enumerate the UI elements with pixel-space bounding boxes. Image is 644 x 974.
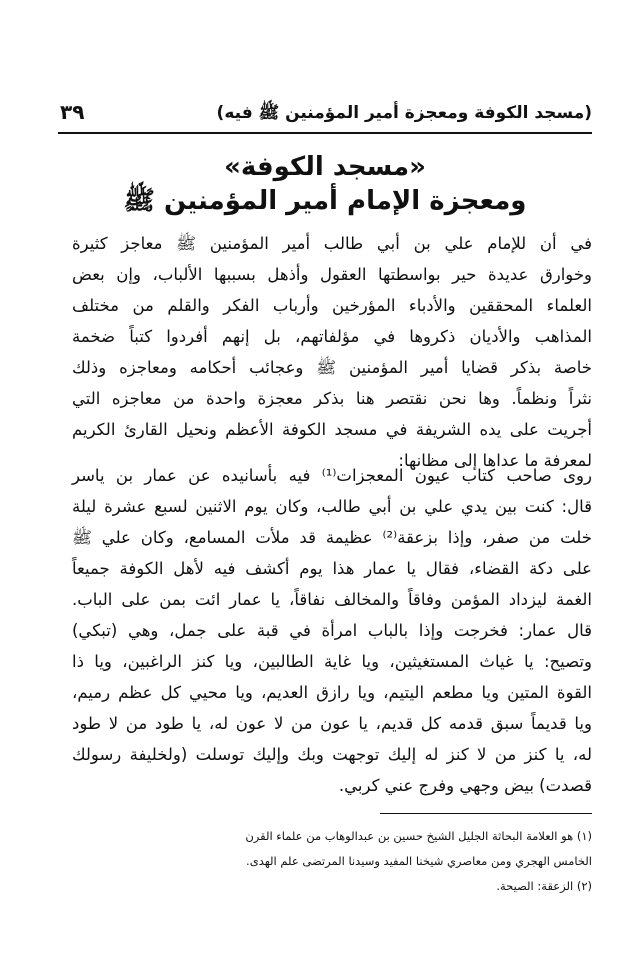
text-line: قصدت) بيض وجهي وفرج عني كربي.: [338, 776, 592, 795]
text-line: خاصة بذكر قضايا أمير المؤمنين ﷺ وعجائب أحكامه ومعاجزه وذلك: [72, 358, 592, 377]
text-line: القوة المتين ويا مطعم اليتيم، ويا رازق العديم، ويا محيي كل عظم رميم،: [72, 683, 592, 702]
text-line: قال: كنت بين يدي علي بن أبي طالب، وكان يوم الاثنين لسبع عشرة ليلة: [72, 497, 592, 516]
text-line: وخوارق عديدة حير بواسطتها العقول وأذهل بسببها الألباب، وإن بعض: [72, 265, 592, 284]
page-header: [58, 98, 592, 134]
text-line: قال عمار: فخرجت وإذا بالباب امرأة في قبة على جمل، وهي (تبكي): [72, 621, 592, 640]
footnote-line: (٢) الزعقة: الصيحة.: [496, 879, 592, 893]
footnote-line: الخامس الهجري ومن معاصري شيخنا المفيد وسيدنا المرتضى علم الهدى.: [246, 854, 592, 868]
text-line: نثراً ونظماً. وها نحن نقتصر هنا بذكر معجزة واحدة من معاجزه التي: [72, 389, 592, 408]
footnotes: [200, 824, 592, 899]
text-line: الغمة ليزداد المؤمن وفاقاً والمخالف نفاقاً، يا عمار ائت بمن على الباب.: [72, 590, 592, 609]
text-line: ويا قديماً سبق قدمه كل قديم، يا عون من لا عون له، يا طود من لا طود: [72, 714, 592, 733]
text-line: في أن للإمام علي بن أبي طالب أمير المؤمنين ﷺ معاجز كثيرة: [72, 234, 592, 253]
footnote-divider: [380, 813, 592, 814]
text-line: العلماء المحققين والأدباء المؤرخين وأرباب الفكر والقلم من مختلف: [72, 296, 592, 315]
page-number: ٣٩: [60, 100, 85, 124]
text-line: له، يا كنز من لا كنز له إليك توجهت وبك وإليك توسلت (ولخليفة رسولك: [72, 745, 592, 764]
text-line: خلت من صفر، وإذا بزعقة⁽²⁾ عظيمة قد ملأت المسامع، وكان علي ﷺ: [72, 528, 592, 547]
text-line: روى صاحب كتاب عيون المعجزات⁽¹⁾ فيه بأسانيده عن عمار بن ياسر: [72, 466, 592, 485]
footnote-line: (١) هو العلامة البحاثة الجليل الشيخ حسين بن عبدالوهاب من علماء القرن: [245, 829, 592, 843]
text-line: على دكة القضاء، فقال يا عمار هذا يوم أكشف فيه لأهل الكوفة جميعاً: [72, 559, 592, 578]
chapter-title-line-1: «مسجد الكوفة»: [224, 152, 426, 182]
text-line: وتصيح: يا غياث المستغيثين، ويا غاية الطالبين، ويا كنز الراغبين، ويا ذا: [72, 652, 592, 671]
text-line: لمعرفة ما عداها إلى مظانها:: [398, 451, 592, 470]
chapter-title-line-2: ومعجزة الإمام أمير المؤمنين ﷺ: [123, 186, 527, 216]
text-line: أجريت على يده الشريفة في مسجد الكوفة الأعظم ونحيل القارئ الكريم: [72, 420, 592, 439]
running-head: (مسجد الكوفة ومعجزة أمير المؤمنين ﷺ فيه): [216, 103, 592, 123]
narration-paragraph: [72, 460, 592, 801]
intro-paragraph: [72, 228, 592, 476]
text-line: المذاهب والأديان ذكروها في مؤلفاتهم، بل إنهم أفردوا كتباً ضخمة: [72, 327, 592, 346]
